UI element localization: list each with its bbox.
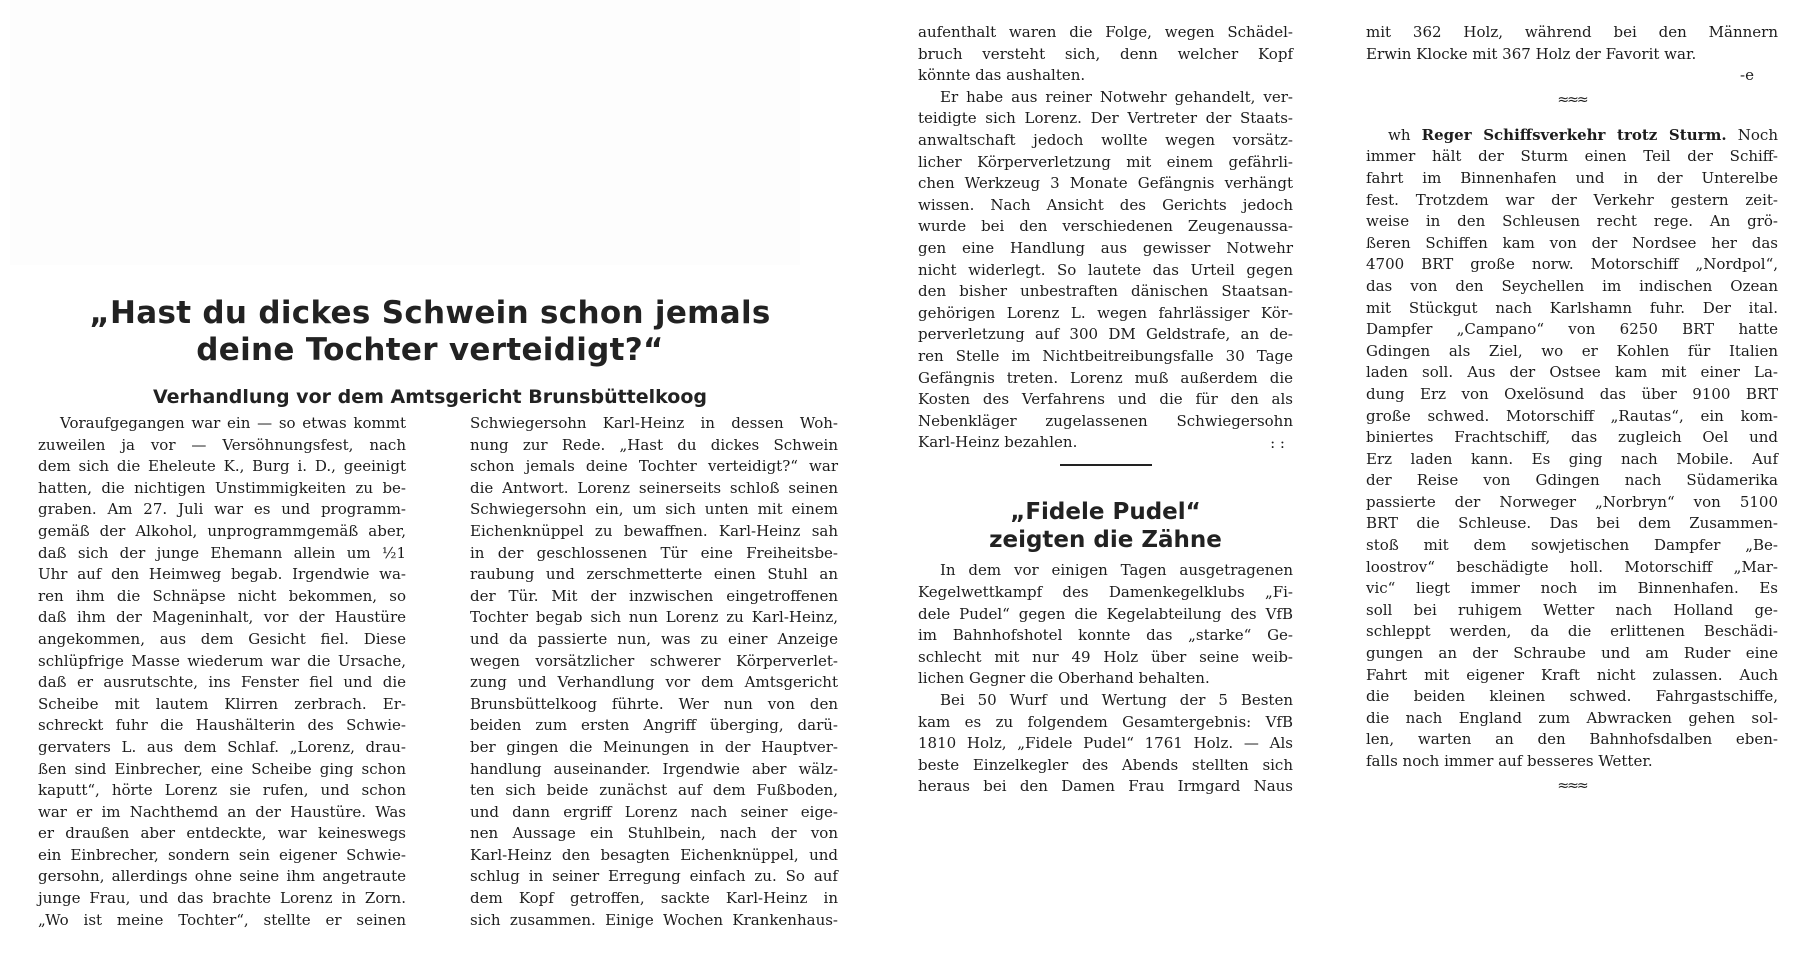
text-line: licher Körperverletzung mit einem gefährli-: [918, 152, 1293, 171]
text-line: dele Pudel“ gegen die Kegelabteilung des VfB: [918, 604, 1293, 623]
text-line: Erwin Klocke mit 367 Holz der Favorit war.: [1366, 44, 1697, 63]
text-line: Gdingen als Ziel, wo er Kohlen für Italien: [1366, 341, 1778, 360]
main-article-verdict-paragraph: [918, 87, 1293, 454]
text-line: nicht widerlegt. So lautete das Urteil gegen: [918, 260, 1293, 279]
text-line: war er im Nachthemd an der Haustüre. Was: [38, 802, 406, 821]
text-line: Eichenknüppel zu bewaffnen. Karl-Heinz sah: [470, 521, 838, 540]
main-article-column-2: [470, 413, 838, 931]
text-line: Karl-Heinz bezahlen.: [918, 433, 1078, 452]
column-4: [1366, 22, 1778, 799]
text-line: passierte der Norweger „Norbryn“ von 5100: [1366, 492, 1778, 511]
shipping-body: [1366, 146, 1778, 772]
text-line: das von den Seychellen im indischen Ozean: [1366, 276, 1778, 295]
text-line: dem Kopf getroffen, sackte Karl-Heinz in: [470, 889, 838, 908]
text-line: der Tür. Mit der inzwischen eingetroffenen: [470, 586, 838, 605]
text-line: schon jemals deine Tochter verteidigt?“ war: [470, 457, 838, 476]
text-line: ein Einbrecher, sondern sein eigener Schwie-: [38, 845, 406, 864]
text-line: Scheibe mit lautem Klirren zerbrach. Er-: [38, 694, 406, 713]
text-line: der Reise von Gdingen nach Südamerika: [1366, 471, 1778, 490]
column-3: [918, 22, 1293, 798]
text-line: zuweilen ja vor — Versöhnungsfest, nach: [38, 435, 406, 454]
main-subhead: Verhandlung vor dem Amtsgericht Brunsbüttelkoog: [153, 386, 707, 408]
text-line: gehörigen Lorenz L. wegen fahrlässiger Kör-: [918, 303, 1293, 322]
text-line: lichen Gegner die Oberhand behalten.: [918, 669, 1210, 688]
text-line: Brunsbüttelkoog führte. Wer nun von den: [470, 694, 838, 713]
text-line: Uhr auf den Heimweg begab. Irgendwie wa-: [38, 565, 406, 584]
text-line: len, warten an den Bahnhofsdalben eben-: [1366, 730, 1778, 749]
pudel-headline-line-1: „Fidele Pudel“: [1010, 499, 1201, 526]
shipping-first-line: [1366, 125, 1778, 147]
text-line: und da passierte nun, was zu einer Anzeige: [470, 629, 838, 648]
faded-illegible-region: [10, 0, 800, 265]
text-line: In dem vor einigen Tagen ausgetragenen: [940, 561, 1293, 580]
text-line: gervaters L. aus dem Schlaf. „Lorenz, drau-: [38, 737, 406, 756]
text-line: beste Einzelkegler des Abends stellten sich: [918, 755, 1293, 774]
text-line: Karl-Heinz den besagten Eichenknüppel, und: [470, 845, 838, 864]
text-line: ßeren Schiffen kam von der Nordsee her das: [1366, 233, 1778, 252]
text-line: Dampfer „Campano“ von 6250 BRT hatte: [1366, 320, 1778, 339]
main-article-continuation: [918, 22, 1293, 87]
text-line: raubung und zerschmetterte einen Stuhl an: [470, 565, 838, 584]
text-line: gen eine Handlung aus gewisser Notwehr: [918, 238, 1293, 257]
text-line: große schwed. Motorschiff „Rautas“, ein kom-: [1366, 406, 1778, 425]
text-line: Gefängnis treten. Lorenz muß außerdem die: [918, 368, 1293, 387]
text-line: Schwiegersohn ein, um sich unten mit einem: [470, 500, 838, 519]
text-line: im Bahnhofshotel konnte das „starke“ Ge-: [918, 626, 1293, 645]
text-line: zung und Verhandlung vor dem Amtsgericht: [470, 673, 838, 692]
shipping-first-line-rest: Noch: [1737, 125, 1778, 144]
text-line: Fahrt mit eigener Kraft nicht zulassen. Auch: [1366, 665, 1778, 684]
text-line: immer hält der Sturm einen Teil der Schiff-: [1366, 147, 1778, 166]
text-line: junge Frau, und das brachte Lorenz in Zorn.: [38, 889, 406, 908]
text-line: bruch versteht sich, denn welcher Kopf: [918, 44, 1293, 63]
shipping-byline: wh: [1388, 125, 1411, 144]
headline-line-2: deine Tochter verteidigt?“: [196, 332, 664, 368]
text-line: Schwiegersohn Karl-Heinz in dessen Woh-: [470, 414, 838, 432]
text-line: gersohn, allerdings ohne seine ihm angetraute: [38, 867, 406, 886]
text-line: chen Werkzeug 3 Monate Gefängnis verhängt: [918, 174, 1293, 193]
text-line: anwaltschaft jedoch wollte wegen vorsätz-: [918, 130, 1293, 149]
text-line: stoß mit dem sowjetischen Dampfer „Be-: [1366, 536, 1778, 555]
text-line: aufenthalt waren die Folge, wegen Schädel-: [918, 23, 1293, 41]
text-line: beiden zum ersten Angriff überging, darü-: [470, 716, 838, 735]
text-line: Er habe aus reiner Notwehr gehandelt, ver-: [940, 87, 1293, 106]
text-line: kam es zu folgendem Gesamtergebnis: VfB: [918, 712, 1293, 731]
text-line: „Wo ist meine Tochter“, stellte er seinen: [38, 910, 406, 929]
text-line: wissen. Nach Ansicht des Gerichts jedoch: [918, 195, 1293, 214]
text-line: nung zur Rede. „Hast du dickes Schwein: [470, 435, 838, 454]
text-line: biniertes Frachtschiff, das zugleich Oel und: [1366, 428, 1778, 447]
text-line: nen Aussage ein Stuhlbein, nach der von: [470, 824, 838, 843]
text-line: in der geschlossenen Tür eine Freiheitsbe-: [470, 543, 838, 562]
pudel-paragraph-2: [918, 690, 1293, 798]
text-line: loostrov“ beschädigte holl. Motorschiff „Mar-: [1366, 557, 1778, 576]
text-line: mit 362 Holz, während bei den Männern: [1366, 23, 1778, 41]
text-line: soll bei ruhigem Wetter nach Holland ge-: [1366, 600, 1778, 619]
text-line: fest. Trotzdem war der Verkehr gestern zeit-: [1366, 190, 1778, 209]
text-line: schleppt werden, da die erlittenen Beschädi-: [1366, 622, 1778, 641]
main-article-column-1: [38, 413, 406, 931]
text-line: die nach England zum Abwracken gehen sol-: [1366, 708, 1778, 727]
text-line: schlug in seiner Erregung einfach zu. So auf: [470, 867, 838, 886]
text-line: sich zusammen. Einige Wochen Krankenhaus-: [470, 910, 838, 929]
text-line: fahrt im Binnenhafen und in der Unterelbe: [1366, 168, 1778, 187]
text-line: kaputt“, hörte Lorenz sie rufen, und schon: [38, 781, 406, 800]
text-line: 1810 Holz, „Fidele Pudel“ 1761 Holz. — Als: [918, 734, 1293, 753]
text-line: und dann ergriff Lorenz nach seiner eige-: [470, 802, 838, 821]
text-line: Tochter begab sich nun Lorenz zu Karl-Heinz,: [470, 608, 838, 627]
text-line: Voraufgegangen war ein — so etwas kommt: [60, 414, 406, 432]
text-line: angekommen, aus dem Gesicht fiel. Diese: [38, 629, 406, 648]
text-line: daß ihm der Mageninhalt, vor der Haustüre: [38, 608, 406, 627]
pudel-signature: -e: [1740, 66, 1754, 85]
text-line: schreckt fuhr die Haushälterin des Schwie-: [38, 716, 406, 735]
text-line: ten sich beide zunächst auf dem Fußboden,: [470, 781, 838, 800]
text-line: Kosten des Verfahrens und die für den als: [918, 390, 1293, 409]
signature-mark: : :: [1270, 433, 1285, 452]
text-line: teidigte sich Lorenz. Der Vertreter der Staats-: [918, 109, 1293, 128]
text-line: gungen an der Schraube und am Ruder eine: [1366, 644, 1778, 663]
text-line: 4700 BRT große norw. Motorschiff „Nordpol“,: [1366, 255, 1778, 274]
text-line: könnte das aushalten.: [918, 66, 1086, 85]
text-line: die beiden kleinen schwed. Fahrgastschiffe,: [1366, 687, 1778, 706]
text-line: den bisher unbestraften dänischen Staatsan-: [918, 282, 1293, 301]
text-line: hatten, die nichtigen Unstimmigkeiten zu be-: [38, 478, 406, 497]
text-line: BRT die Schleuse. Das bei dem Zusammen-: [1366, 514, 1778, 533]
text-line: Bei 50 Wurf und Wertung der 5 Besten: [940, 691, 1293, 710]
pudel-headline: [918, 498, 1293, 554]
text-line: weise in den Schleusen recht rege. An grö-: [1366, 212, 1778, 231]
text-line: schlüpfrige Masse wiederum war die Ursache,: [38, 651, 406, 670]
text-line: wegen vorsätzlicher schwerer Körperverlet-: [470, 651, 838, 670]
text-line: perverletzung auf 300 DM Geldstrafe, an de-: [918, 325, 1293, 344]
main-headline: [70, 295, 790, 369]
wave-ornament-divider: ≈≈≈: [1557, 91, 1587, 108]
headline-line-1: „Hast du dickes Schwein schon jemals: [89, 295, 771, 331]
text-line: vic“ liegt immer noch im Binnenhafen. Es: [1366, 579, 1778, 598]
text-line: laden soll. Aus der Ostsee kam mit einer La-: [1366, 363, 1778, 382]
text-line: heraus bei den Damen Frau Irmgard Naus: [918, 777, 1293, 796]
text-line: handlung auseinander. Irgendwie aber wälz-: [470, 759, 838, 778]
text-line: ren Stelle im Nichtbeitreibungsfalle 30 Tage: [918, 346, 1293, 365]
text-line: Erz laden kann. Es ging nach Mobile. Auf: [1366, 449, 1778, 468]
text-line: mit Stückgut nach Karlshamn fuhr. Der ital.: [1366, 298, 1778, 317]
text-line: falls noch immer auf besseres Wetter.: [1366, 752, 1653, 770]
text-line: dung Erz von Oxelösund das über 9100 BRT: [1366, 384, 1778, 403]
pudel-headline-line-2: zeigten die Zähne: [989, 527, 1222, 554]
text-line: schlecht mit nur 49 Holz über seine weib-: [918, 647, 1293, 666]
text-line: daß er ausrutschte, ins Fenster fiel und die: [38, 673, 406, 692]
text-line: ren ihm die Schnäpse nicht bekommen, so: [38, 586, 406, 605]
text-line: daß sich der junge Ehemann allein um ½1: [38, 543, 406, 562]
text-line: Kegelwettkampf des Damenkegelklubs „Fi-: [918, 583, 1293, 602]
pudel-continuation: [1366, 22, 1778, 65]
text-line: Nebenkläger zugelassenen Schwiegersohn: [918, 411, 1293, 430]
text-line: ßen sind Einbrecher, eine Scheibe ging schon: [38, 759, 406, 778]
text-line: ber gingen die Meinungen in der Hauptver-: [470, 737, 838, 756]
text-line: gemäß der Alkohol, unprogrammgemäß aber,: [38, 521, 406, 540]
article-separator-rule: [1060, 464, 1152, 466]
text-line: graben. Am 27. Juli war es und programm-: [38, 500, 406, 519]
text-line: er draußen aber entdeckte, war keineswegs: [38, 824, 406, 843]
pudel-paragraph-1: [918, 560, 1293, 690]
text-line: die Antwort. Lorenz seinerseits schloß seinen: [470, 478, 838, 497]
text-line: dem sich die Eheleute K., Burg i. D., geeinigt: [38, 457, 406, 476]
text-line: wurde bei den verschiedenen Zeugenaussa-: [918, 217, 1293, 236]
shipping-title: Reger Schiffsverkehr trotz Sturm.: [1421, 125, 1727, 144]
wave-ornament-end: ≈≈≈: [1557, 777, 1587, 794]
